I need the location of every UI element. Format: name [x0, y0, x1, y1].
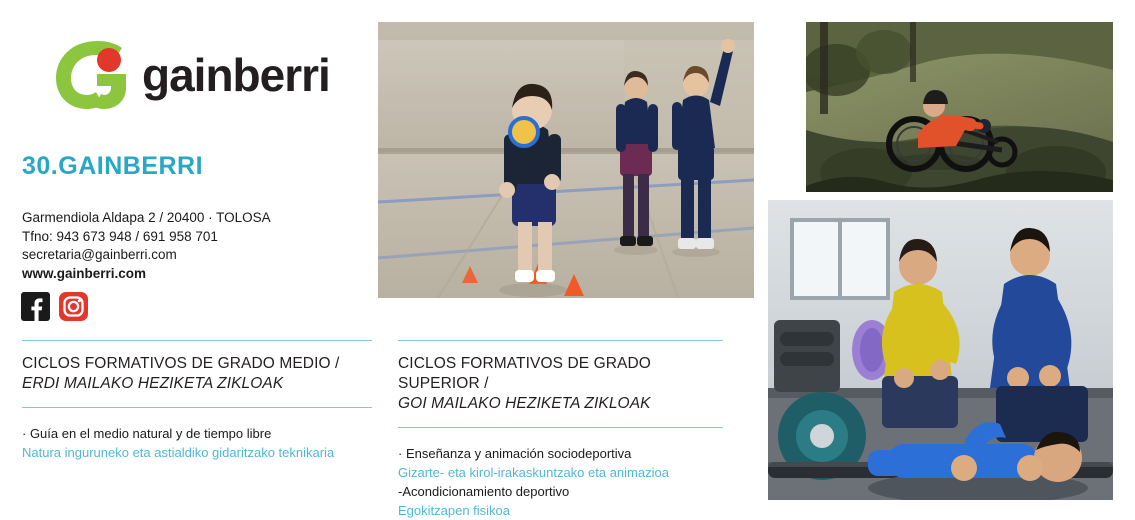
divider-bottom-medio — [22, 407, 372, 408]
address-line: Garmendiola Aldapa 2 / 20400 · TOLOSA — [22, 210, 271, 225]
list-item-eu: Gizarte- eta kirol-irakaskuntzako eta animazioa — [398, 465, 669, 480]
contact-details — [22, 209, 271, 283]
list-item-eu: Natura inguruneko eta astialdiko gidaritzako teknikaria — [22, 445, 335, 460]
cycle-heading-superior-es: CICLOS FORMATIVOS DE GRADO SUPERIOR / — [398, 355, 651, 392]
phone-line: Tfno: 943 673 948 / 691 958 701 — [22, 228, 218, 244]
photo-handbike — [806, 22, 1113, 192]
list-item-eu: Egokitzapen fisikoa — [398, 503, 511, 518]
brand-wordmark: gainberri — [142, 49, 330, 101]
cycles-section — [0, 340, 1135, 516]
divider-top-superior — [398, 340, 723, 341]
cycle-heading-medio-eu: ERDI MAILAKO HEZIKETA ZIKLOAK — [22, 375, 284, 392]
divider-top-medio — [22, 340, 372, 341]
list-item: · Enseñanza y animación sociodeportiva — [398, 446, 632, 461]
facebook-icon[interactable] — [21, 292, 50, 321]
divider-bottom-superior — [398, 427, 723, 428]
social-links — [21, 292, 88, 321]
cycle-column-medio — [22, 340, 372, 462]
cycle-items-superior — [398, 444, 723, 520]
cycle-heading-medio-es: CICLOS FORMATIVOS DE GRADO MEDIO / — [22, 355, 340, 372]
page-title: 30.GAINBERRI — [22, 152, 204, 180]
email-line[interactable]: secretaria@gainberri.com — [22, 247, 177, 262]
website-line[interactable]: www.gainberri.com — [22, 265, 147, 281]
instagram-icon[interactable] — [59, 292, 88, 321]
brand-logo — [52, 38, 330, 112]
list-item: · Guía en el medio natural y de tiempo libre — [22, 426, 272, 441]
list-item: -Acondicionamiento deportivo — [398, 484, 570, 499]
gainberri-logo-icon — [52, 38, 130, 112]
cycle-column-superior — [398, 340, 723, 520]
photo-sports-hall — [378, 22, 754, 298]
cycle-items-medio — [22, 424, 372, 462]
cycle-heading-superior-eu: GOI MAILAKO HEZIKETA ZIKLOAK — [398, 395, 651, 412]
